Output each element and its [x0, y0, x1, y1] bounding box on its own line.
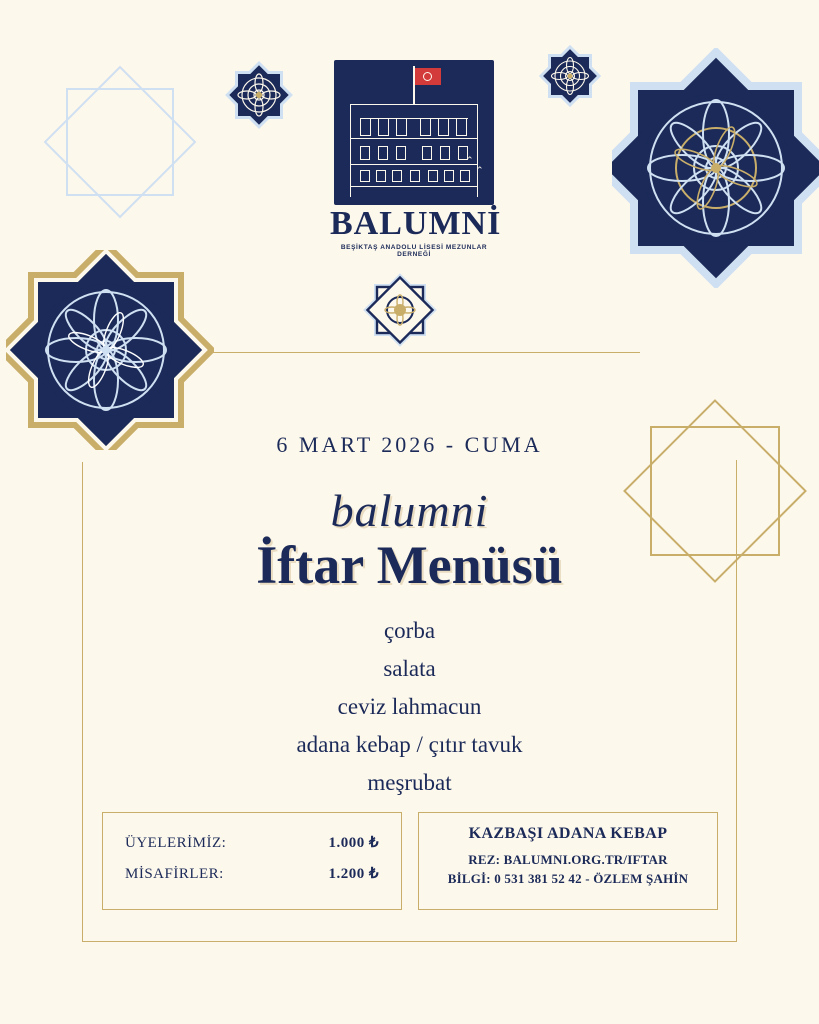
list-item: çorba — [383, 618, 436, 643]
page-title: İftar Menüsü — [256, 535, 563, 595]
balumni-logo — [330, 60, 502, 258]
price-box — [102, 812, 402, 910]
price-label: MİSAFİRLER: — [125, 866, 224, 882]
list-item: adana kebap / çıtır tavuk — [296, 732, 523, 757]
list-item: ceviz lahmacun — [337, 694, 482, 719]
event-date: 6 MART 2026 - CUMA — [276, 432, 543, 457]
medallion-svg — [358, 268, 442, 352]
ornament-outline-star-top-left — [66, 88, 174, 196]
brand-script-word: balumni — [330, 485, 489, 536]
reservation-link[interactable]: REZ: BALUMNI.ORG.TR/IFTAR — [468, 852, 668, 867]
price-label: ÜYELERİMİZ: — [125, 835, 227, 851]
price-amount: 1.200 ₺ — [328, 866, 379, 882]
school-building-icon — [334, 60, 494, 205]
bird-icon: ⌃ — [466, 155, 474, 165]
contact-info: BİLGİ: 0 531 381 52 42 - ÖZLEM ŞAHİN — [447, 871, 689, 886]
medallion-svg — [612, 48, 819, 288]
medallion-svg — [222, 58, 296, 132]
contact-box — [418, 812, 718, 910]
ornament-small-medallion-top-right — [536, 42, 604, 110]
ornament-large-medallion-left — [6, 250, 214, 450]
medallion-svg — [536, 42, 604, 110]
list-item: meşrubat — [367, 770, 452, 795]
ornament-large-medallion-top-right — [612, 48, 819, 288]
table-row — [121, 858, 383, 889]
list-item: salata — [383, 656, 436, 681]
table-row — [121, 827, 383, 858]
bird-icon: ⌃ — [476, 165, 484, 175]
price-amount: 1.000 ₺ — [328, 835, 379, 851]
logo-title: BALUMNİ — [330, 205, 502, 242]
menu-item-list — [0, 612, 819, 802]
medallion-svg — [6, 250, 214, 450]
venue-name: KAZBAŞI ADANA KEBAP — [468, 825, 668, 842]
ornament-small-medallion-top-left — [222, 58, 296, 132]
ornament-small-medallion-center — [358, 268, 442, 352]
logo-subtitle: BEŞİKTAŞ ANADOLU LİSESİ MEZUNLAR DERNEĞİ — [340, 244, 488, 258]
